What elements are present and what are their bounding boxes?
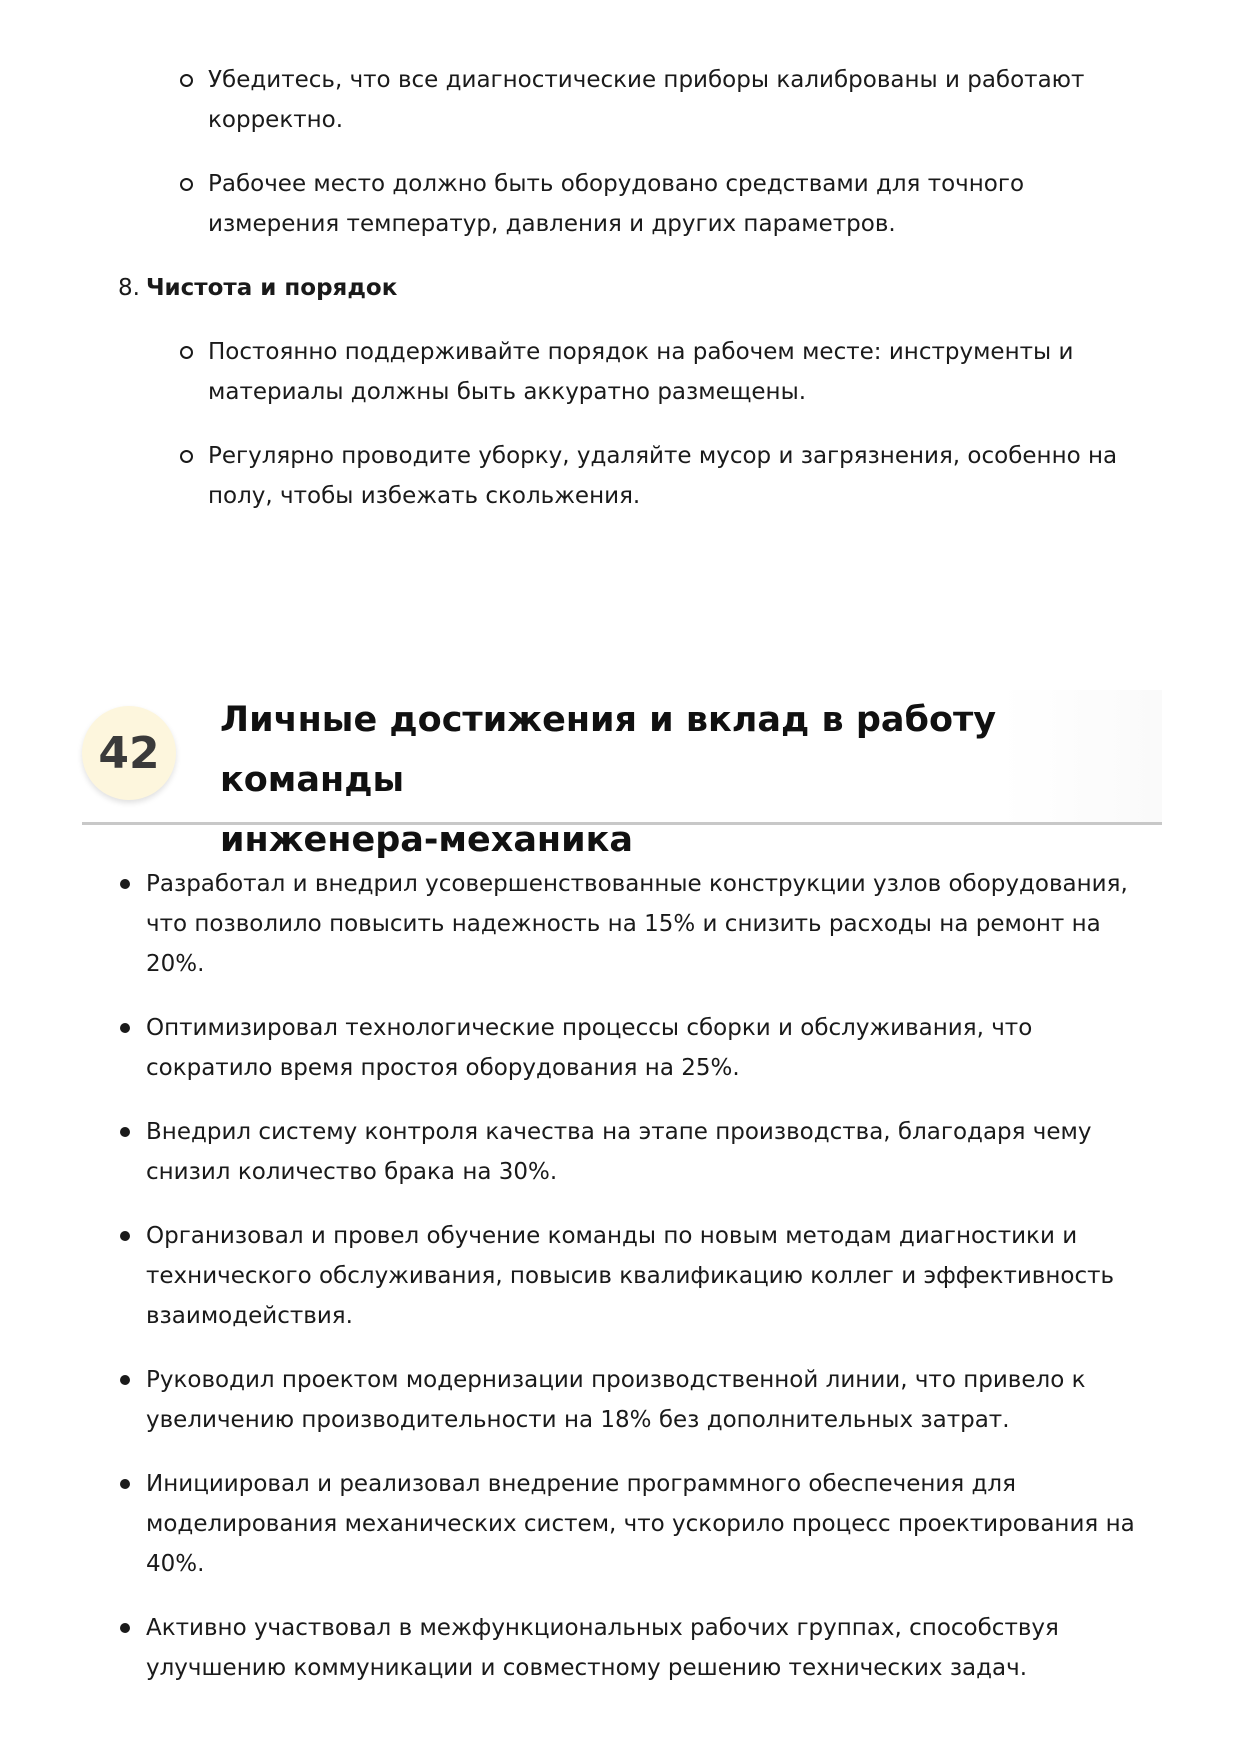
diagnostics-sublist — [180, 60, 1140, 244]
bullet-icon — [120, 1623, 130, 1633]
hollow-bullet-icon — [180, 74, 193, 87]
achievement-text: Инициировал и реализовал внедрение программного обеспечения для моделирования механических систем, что ускорило процесс проектирования на 40%. — [146, 1471, 1135, 1577]
hollow-bullet-icon — [180, 178, 193, 191]
list-item — [118, 1464, 1148, 1584]
list-item — [118, 1360, 1148, 1440]
item-title: Чистота и порядок — [145, 275, 398, 301]
bullet-icon — [120, 1023, 130, 1033]
section-title-line2: инженера-механика — [220, 820, 634, 860]
item-number: 8. — [118, 275, 140, 301]
list-item — [118, 1608, 1148, 1688]
achievement-text: Активно участвовал в межфункциональных рабочих группах, способствуя улучшению коммуникации и совместному решению технических задач. — [146, 1615, 1059, 1681]
list-item — [180, 164, 1140, 244]
bullet-icon — [120, 1231, 130, 1241]
bullet-icon — [120, 1127, 130, 1137]
bullet-icon — [120, 1375, 130, 1385]
list-item — [118, 1112, 1148, 1192]
list-item — [118, 864, 1148, 984]
list-item — [180, 332, 1140, 412]
list-item — [118, 1216, 1148, 1336]
achievement-text: Разработал и внедрил усовершенствованные конструкции узлов оборудования, что позволило повысить надежность на 15% и снизить расходы на ремонт на 20%. — [146, 871, 1128, 977]
section-number-badge: 42 — [82, 706, 176, 800]
cleanliness-sublist — [180, 332, 1140, 516]
section-title — [220, 690, 1140, 870]
section-title-line1: Личные достижения и вклад в работу команды — [220, 700, 997, 800]
achievements-list — [118, 864, 1148, 1688]
list-item-text: Постоянно поддерживайте порядок на рабочем месте: инструменты и материалы должны быть аккуратно размещены. — [208, 339, 1074, 405]
section-header — [82, 690, 1162, 860]
hollow-bullet-icon — [180, 346, 193, 359]
list-item-text: Регулярно проводите уборку, удаляйте мусор и загрязнения, особенно на полу, чтобы избежать скольжения. — [208, 443, 1118, 509]
list-item — [118, 1008, 1148, 1088]
list-item-text: Убедитесь, что все диагностические приборы калиброваны и работают корректно. — [208, 67, 1085, 133]
hollow-bullet-icon — [180, 450, 193, 463]
list-item-text: Рабочее место должно быть оборудовано средствами для точного измерения температур, давления и других параметров. — [208, 171, 1025, 237]
bullet-icon — [120, 1479, 130, 1489]
numbered-item-8 — [118, 268, 397, 308]
achievement-text: Внедрил систему контроля качества на этапе производства, благодаря чему снизил количество брака на 30%. — [146, 1119, 1092, 1185]
list-item — [180, 436, 1140, 516]
achievement-text: Организовал и провел обучение команды по новым методам диагностики и технического обслуживания, повысив квалификацию коллег и эффективность взаимодействия. — [146, 1223, 1115, 1329]
bullet-icon — [120, 879, 130, 889]
list-item — [180, 60, 1140, 140]
achievement-text: Оптимизировал технологические процессы сборки и обслуживания, что сократило время простоя оборудования на 25%. — [146, 1015, 1033, 1081]
achievement-text: Руководил проектом модернизации производственной линии, что привело к увеличению производительности на 18% без дополнительных затрат. — [146, 1367, 1086, 1433]
